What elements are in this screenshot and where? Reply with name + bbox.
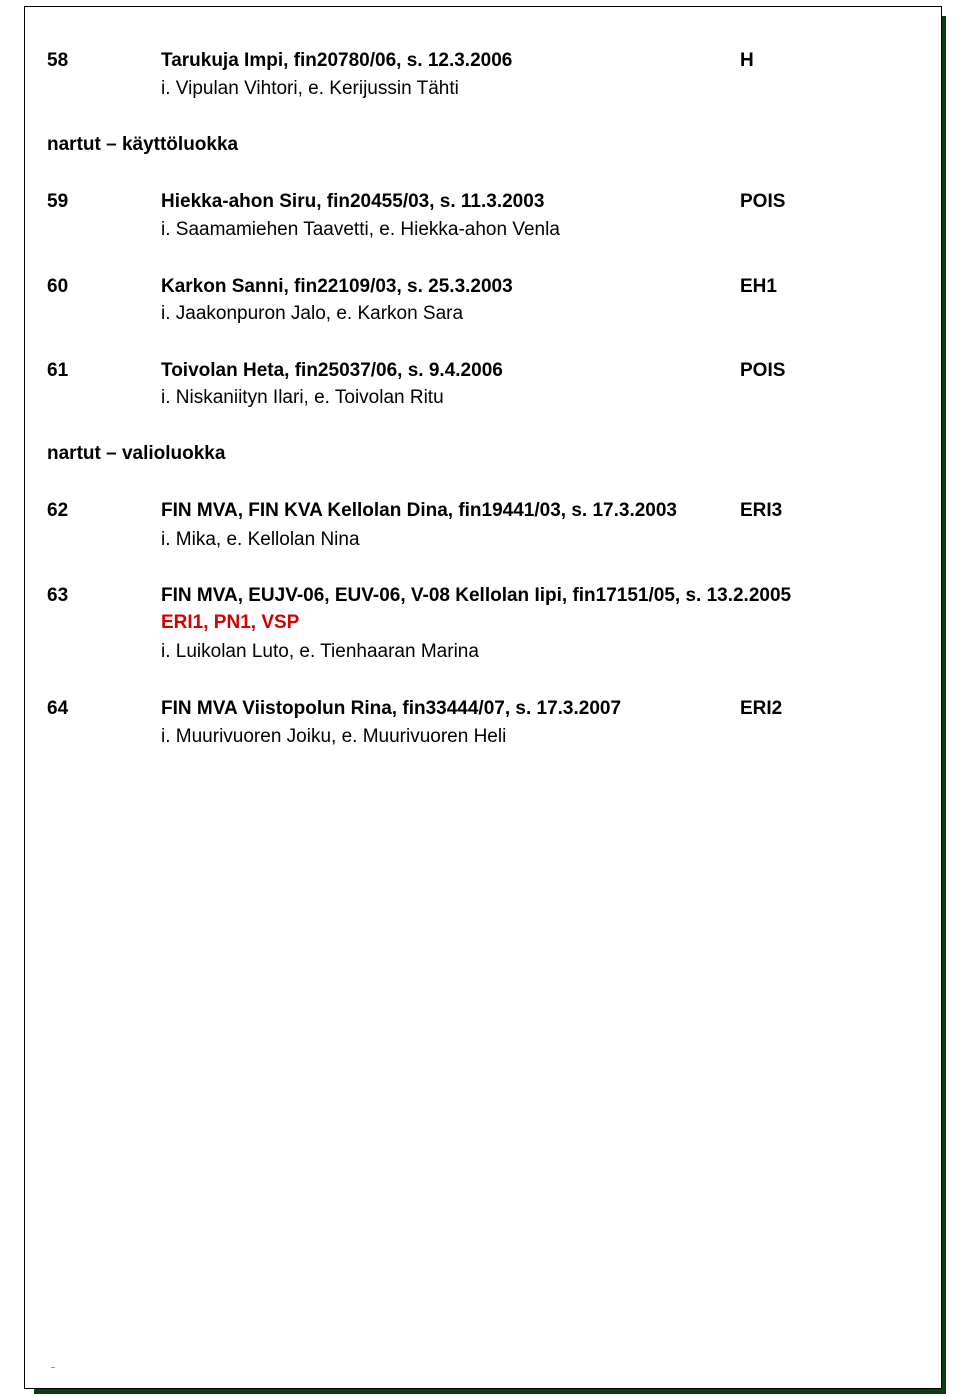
entry-name: FIN MVA, FIN KVA Kellolan Dina, fin19441/03, s. 17.3.2003 xyxy=(161,500,677,521)
entry-parents: i. Jaakonpuron Jalo, e. Karkon Sara xyxy=(161,303,464,324)
page-shadow-bottom xyxy=(34,1389,946,1394)
entry-name: FIN MVA, EUJV-06, EUV-06, V-08 Kellolan Iipi, fin17151/05, s. 13.2.2005 xyxy=(161,585,792,606)
entry-awards: ERI1, PN1, VSP xyxy=(161,612,300,633)
entry-result: H xyxy=(740,50,754,71)
entry-result: ERI3 xyxy=(740,500,783,521)
class-heading: nartut – valioluokka xyxy=(47,443,226,464)
entry-parents: i. Niskaniityn Ilari, e. Toivolan Ritu xyxy=(161,387,444,408)
entry-parents: i. Vipulan Vihtori, e. Kerijussin Tähti xyxy=(161,78,459,99)
entry-parents: i. Muurivuoren Joiku, e. Muurivuoren Heli xyxy=(161,726,507,747)
entry-number: 58 xyxy=(47,50,69,71)
cropped-page-number xyxy=(47,1360,59,1368)
entry-name: Hiekka-ahon Siru, fin20455/03, s. 11.3.2003 xyxy=(161,191,545,212)
class-heading: nartut – käyttöluokka xyxy=(47,134,239,155)
entry-parents: i. Mika, e. Kellolan Nina xyxy=(161,529,360,550)
entry-number: 64 xyxy=(47,698,69,719)
entry-number: 63 xyxy=(47,585,69,606)
entry-result: POIS xyxy=(740,360,786,381)
entry-parents: i. Luikolan Luto, e. Tienhaaran Marina xyxy=(161,641,479,662)
entry-result: EH1 xyxy=(740,276,777,297)
entry-name: Toivolan Heta, fin25037/06, s. 9.4.2006 xyxy=(161,360,503,381)
entry-result: ERI2 xyxy=(740,698,783,719)
entry-result: POIS xyxy=(740,191,786,212)
entry-number: 62 xyxy=(47,500,69,521)
page-shadow-right xyxy=(942,16,946,1394)
entry-number: 59 xyxy=(47,191,69,212)
entry-name: FIN MVA Viistopolun Rina, fin33444/07, s. 17.3.2007 xyxy=(161,698,622,719)
entry-number: 60 xyxy=(47,276,69,297)
entry-parents: i. Saamamiehen Taavetti, e. Hiekka-ahon Venla xyxy=(161,219,560,240)
entry-number: 61 xyxy=(47,360,69,381)
entry-name: Tarukuja Impi, fin20780/06, s. 12.3.2006 xyxy=(161,50,513,71)
entry-name: Karkon Sanni, fin22109/03, s. 25.3.2003 xyxy=(161,276,513,297)
